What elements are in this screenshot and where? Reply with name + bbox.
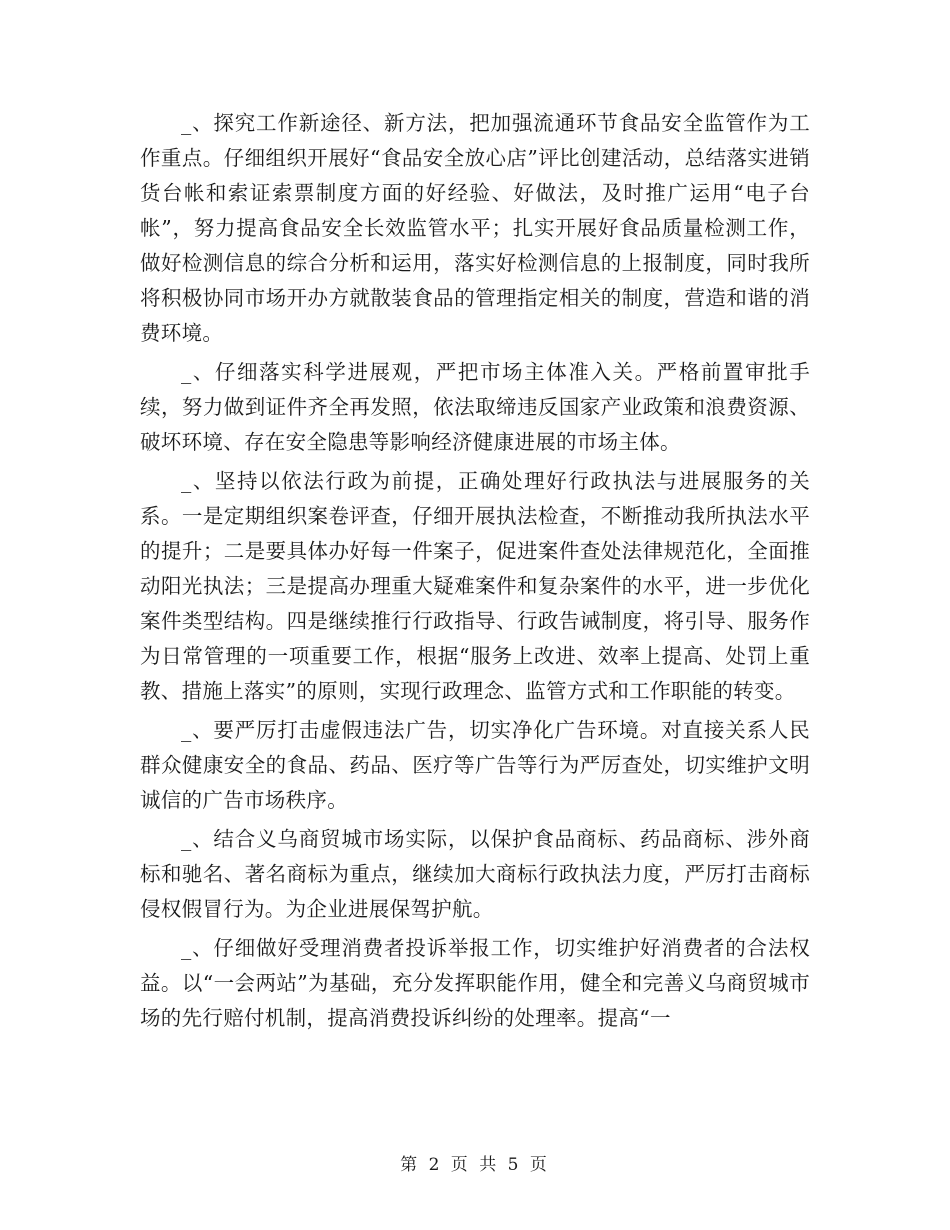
paragraph-law-enforcement: _、坚持以依法行政为前提，正确处理好行政执法与进展服务的关系。一是定期组织案卷评查，仔细开展执法检查，不断推动我所执法水平的提升；二是要具体办好每一件案子，促进案件查处法律规范化，全面推动阳光执法；三是提高办理重大疑难案件和复杂案件的水平，进一步优化案件类型结构。四是继续推行行政指导、行政告诫制度，将引导、服务作为日常管理的一项重要工作，根据“服务上改进、效率上提高、处罚上重教、措施上落实”的原则，实现行政理念、监管方式和工作职能的转变。 — [140, 469, 810, 703]
paragraph-market-entry: _、仔细落实科学进展观，严把市场主体准入关。严格前置审批手续，努力做到证件齐全再发照，依法取缔违反国家产业政策和浪费资源、破坏环境、存在安全隐患等影响经济健康进展的市场主体。 — [140, 360, 810, 454]
page-number-footer: 第 2 页 共 5 页 — [400, 1155, 550, 1175]
paragraph-consumer-complaints: _、仔细做好受理消费者投诉举报工作，切实维护好消费者的合法权益。以“一会两站”为基础，充分发挥职能作用，健全和完善义乌商贸城市场的先行赔付机制，提高消费投诉纠纷的处理率。提高“一 — [140, 936, 810, 1030]
document-body — [140, 106, 810, 1040]
paragraph-trademark: _、结合义乌商贸城市场实际，以保护食品商标、药品商标、涉外商标和驰名、著名商标为重点，继续加大商标行政执法力度，严厉打击商标侵权假冒行为。为企业进展保驾护航。 — [140, 827, 810, 921]
paragraph-advertising: _、要严厉打击虚假违法广告，切实净化广告环境。对直接关系人民群众健康安全的食品、药品、医疗等广告等行为严厉查处，切实维护文明诚信的广告市场秩序。 — [140, 718, 810, 812]
paragraph-food-safety: _、探究工作新途径、新方法，把加强流通环节食品安全监管作为工作重点。仔细组织开展好“食品安全放心店”评比创建活动，总结落实进销货台帐和索证索票制度方面的好经验、好做法，及时推广运用“电子台帐”，努力提高食品安全长效监管水平；扎实开展好食品质量检测工作，做好检测信息的综合分析和运用，落实好检测信息的上报制度，同时我所将积极协同市场开办方就散装食品的管理指定相关的制度，营造和谐的消费环境。 — [140, 111, 810, 345]
